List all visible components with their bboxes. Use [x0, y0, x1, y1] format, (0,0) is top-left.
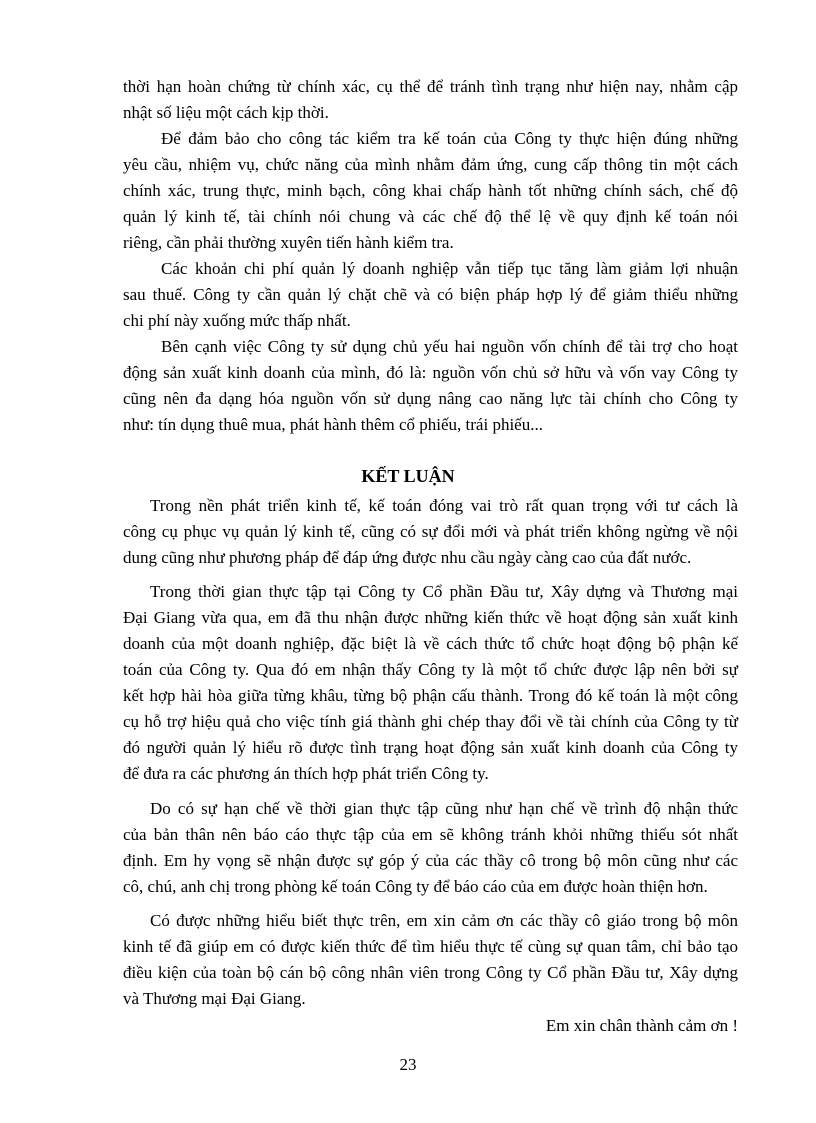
- text-line: để đưa ra các phương án thích hợp phát triển Công ty.: [123, 764, 489, 783]
- text-line: như: tín dụng thuê mua, phát hành thêm cổ phiếu, trái phiếu...: [123, 415, 543, 434]
- text-line: của bản thân nên báo cáo thực tập của em sẽ không tránh khỏi những thiếu sót nhất: [123, 825, 738, 844]
- section-heading: KẾT LUẬN: [361, 466, 455, 486]
- text-line: và Thương mại Đại Giang.: [123, 989, 306, 1008]
- text-line: công cụ phục vụ quản lý kinh tế, cũng có sự đổi mới và phát triển không ngừng về nội: [123, 522, 738, 541]
- text-line: nhật số liệu một cách kịp thời.: [123, 103, 329, 122]
- text-line: Đại Giang vừa qua, em đã thu nhận được những kiến thức về hoạt động sản xuất kinh: [123, 608, 738, 627]
- text-line: điều kiện của toàn bộ cán bộ công nhân viên trong Công ty Cổ phần Đầu tư, Xây dựng: [123, 963, 738, 982]
- text-line: cũng nên đa dạng hóa nguồn vốn sử dụng nâng cao năng lực tài chính cho Công ty: [123, 389, 738, 408]
- text-line: chi phí này xuống mức thấp nhất.: [123, 311, 351, 330]
- text-line: kết hợp hài hòa giữa từng khâu, từng bộ phận cấu thành. Trong đó kế toán là một công: [123, 686, 738, 705]
- text-line: doanh của một doanh nghiệp, đặc biệt là về cách thức tổ chức hoạt động bộ phận kế: [123, 634, 738, 653]
- text-line: sau thuế. Công ty cần quản lý chặt chẽ và có biện pháp hợp lý để giảm thiểu những: [123, 285, 738, 304]
- text-line: cụ hỗ trợ hiệu quả cho việc tính giá thành ghi chép thay đổi về tài chính của Công ty từ: [123, 712, 738, 731]
- text-line: Trong nền phát triển kinh tế, kế toán đóng vai trò rất quan trọng với tư cách là: [150, 496, 738, 515]
- text-line: riêng, cần phải thường xuyên tiến hành kiểm tra.: [123, 233, 454, 252]
- text-line: Để đảm bảo cho công tác kiểm tra kế toán của Công ty thực hiện đúng những: [161, 129, 738, 148]
- text-line: toán của Công ty. Qua đó em nhận thấy Công ty là một tổ chức được lập nên bởi sự: [123, 660, 738, 679]
- text-line: Bên cạnh việc Công ty sử dụng chủ yếu hai nguồn vốn chính để tài trợ cho hoạt: [161, 337, 738, 356]
- page-number: 23: [399, 1055, 417, 1074]
- text-line: yêu cầu, nhiệm vụ, chức năng của mình nhằm đảm ứng, cung cấp thông tin một cách: [123, 155, 738, 174]
- text-line: định. Em hy vọng sẽ nhận được sự góp ý của các thầy cô trong bộ môn cũng như các: [123, 851, 738, 870]
- text-line: Các khoản chi phí quản lý doanh nghiệp vẫn tiếp tục tăng làm giảm lợi nhuận: [161, 259, 738, 278]
- text-line: Trong thời gian thực tập tại Công ty Cổ phần Đầu tư, Xây dựng và Thương mại: [150, 582, 738, 601]
- text-line: kinh tế đã giúp em có được kiến thức để tìm hiểu thực tế cùng sự quan tâm, chỉ bảo tạo: [123, 937, 738, 956]
- text-line: Do có sự hạn chế về thời gian thực tập cũng như hạn chế về trình độ nhận thức: [150, 799, 738, 818]
- closing-line: Em xin chân thành cảm ơn !: [545, 1016, 738, 1035]
- text-line: động sản xuất kinh doanh của mình, đó là: nguồn vốn chủ sở hữu và vốn vay Công ty: [123, 363, 738, 382]
- text-line: đó người quản lý hiểu rõ được tình trạng hoạt động sản xuất kinh doanh của Công ty: [123, 738, 738, 757]
- text-line: thời hạn hoàn chứng từ chính xác, cụ thể để tránh tình trạng như hiện nay, nhằm cập: [123, 77, 738, 96]
- text-line: dung cũng như phương pháp để đáp ứng được nhu cầu ngày càng cao của đất nước.: [123, 548, 692, 567]
- text-line: cô, chú, anh chị trong phòng kế toán Công ty để báo cáo của em được hoàn thiện hơn.: [123, 877, 708, 896]
- text-line: Có được những hiểu biết thực trên, em xin cảm ơn các thầy cô giáo trong bộ môn: [150, 911, 738, 930]
- text-line: quản lý kinh tế, tài chính nói chung và các chế độ thể lệ về quy định kế toán nói: [123, 207, 738, 226]
- text-line: chính xác, trung thực, minh bạch, công khai chấp hành tốt những chính sách, chế độ: [123, 181, 738, 200]
